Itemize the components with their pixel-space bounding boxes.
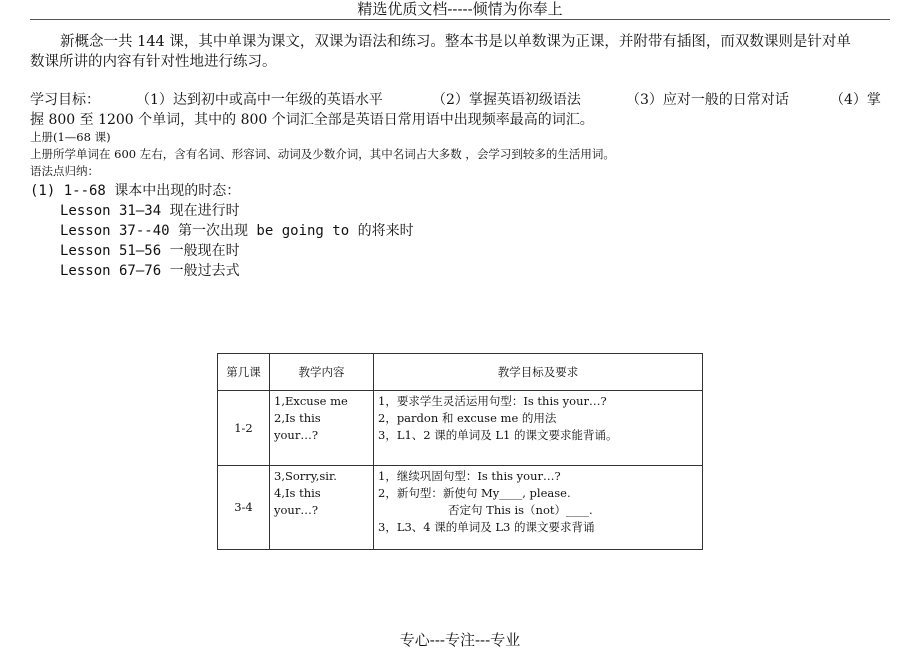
content-line: 3,Sorry,sir.: [274, 469, 337, 483]
lesson-line: Lesson 67—76 一般过去式: [60, 263, 240, 279]
goal-line: 否定句 This is（not）____.: [448, 503, 593, 517]
lesson-line: Lesson 31—34 现在进行时: [60, 203, 240, 219]
goal-line: 2，pardon 和 excuse me 的用法: [378, 411, 557, 425]
lesson-plan-table: [217, 353, 703, 550]
volume-title: 上册(1—68 课): [30, 130, 111, 144]
lesson-goals: [374, 391, 703, 466]
lesson-goals: [374, 466, 703, 550]
goal-line: 1，继续巩固句型：Is this your…?: [378, 469, 561, 483]
table-row: [218, 391, 703, 466]
lesson-line: Lesson 51—56 一般现在时: [60, 243, 240, 259]
lesson-content: [270, 391, 374, 466]
goals-line-2: 握 800 至 1200 个单词，其中的 800 个词汇全部是英语日常用语中出现频率最高的词汇。: [30, 112, 594, 128]
goal-item-2: （2）掌握英语初级语法: [432, 92, 581, 108]
column-header-lesson: 第几课: [218, 354, 270, 391]
grammar-label: 语法点归纳：: [30, 164, 99, 178]
content-line: your…?: [274, 428, 318, 442]
column-header-goals: 教学目标及要求: [374, 354, 703, 391]
table-row: [218, 466, 703, 550]
content-line: 4,Is this: [274, 486, 321, 500]
header-divider: [30, 19, 890, 20]
tenses-heading: (1) 1--68 课本中出现的时态：: [30, 183, 241, 199]
lesson-line: Lesson 37--40 第一次出现 be going to 的将来时: [60, 223, 414, 239]
goal-line: 3，L3、4 课的单词及 L3 的课文要求背诵: [378, 520, 595, 534]
goal-item-4: （4）掌: [830, 92, 881, 108]
goal-item-3: （3）应对一般的日常对话: [626, 92, 789, 108]
goal-line: 2，新句型：新使句 My____, please.: [378, 486, 571, 500]
page-header: 精选优质文档-----倾情为你奉上: [357, 0, 563, 18]
table-header-row: [218, 354, 703, 391]
lesson-content: [270, 466, 374, 550]
goals-label: 学习目标：: [30, 92, 100, 108]
content-line: your…?: [274, 503, 318, 517]
content-line: 1,Excuse me: [274, 394, 348, 408]
volume-description: 上册所学单词在 600 左右，含有名词、形容词、动词及少数介词，其中名词占大多数 ，会学习到较多的生活用词。: [30, 147, 615, 161]
intro-line-2: 数课所讲的内容有针对性地进行练习。: [30, 54, 277, 70]
lesson-number: 1-2: [218, 391, 270, 466]
page-footer: 专心---专注---专业: [399, 631, 521, 649]
content-line: 2,Is this: [274, 411, 321, 425]
intro-line-1: 新概念一共 144 课，其中单课为课文，双课为语法和练习。整本书是以单数课为正课，并附带有插图，而双数课则是针对单: [60, 34, 851, 50]
column-header-content: 教学内容: [270, 354, 374, 391]
goal-line: 3，L1、2 课的单词及 L1 的课文要求能背诵。: [378, 428, 618, 442]
goal-line: 1，要求学生灵活运用句型：Is this your…?: [378, 394, 607, 408]
goal-item-1: （1）达到初中或高中一年级的英语水平: [136, 92, 383, 108]
lesson-number: 3-4: [218, 466, 270, 550]
